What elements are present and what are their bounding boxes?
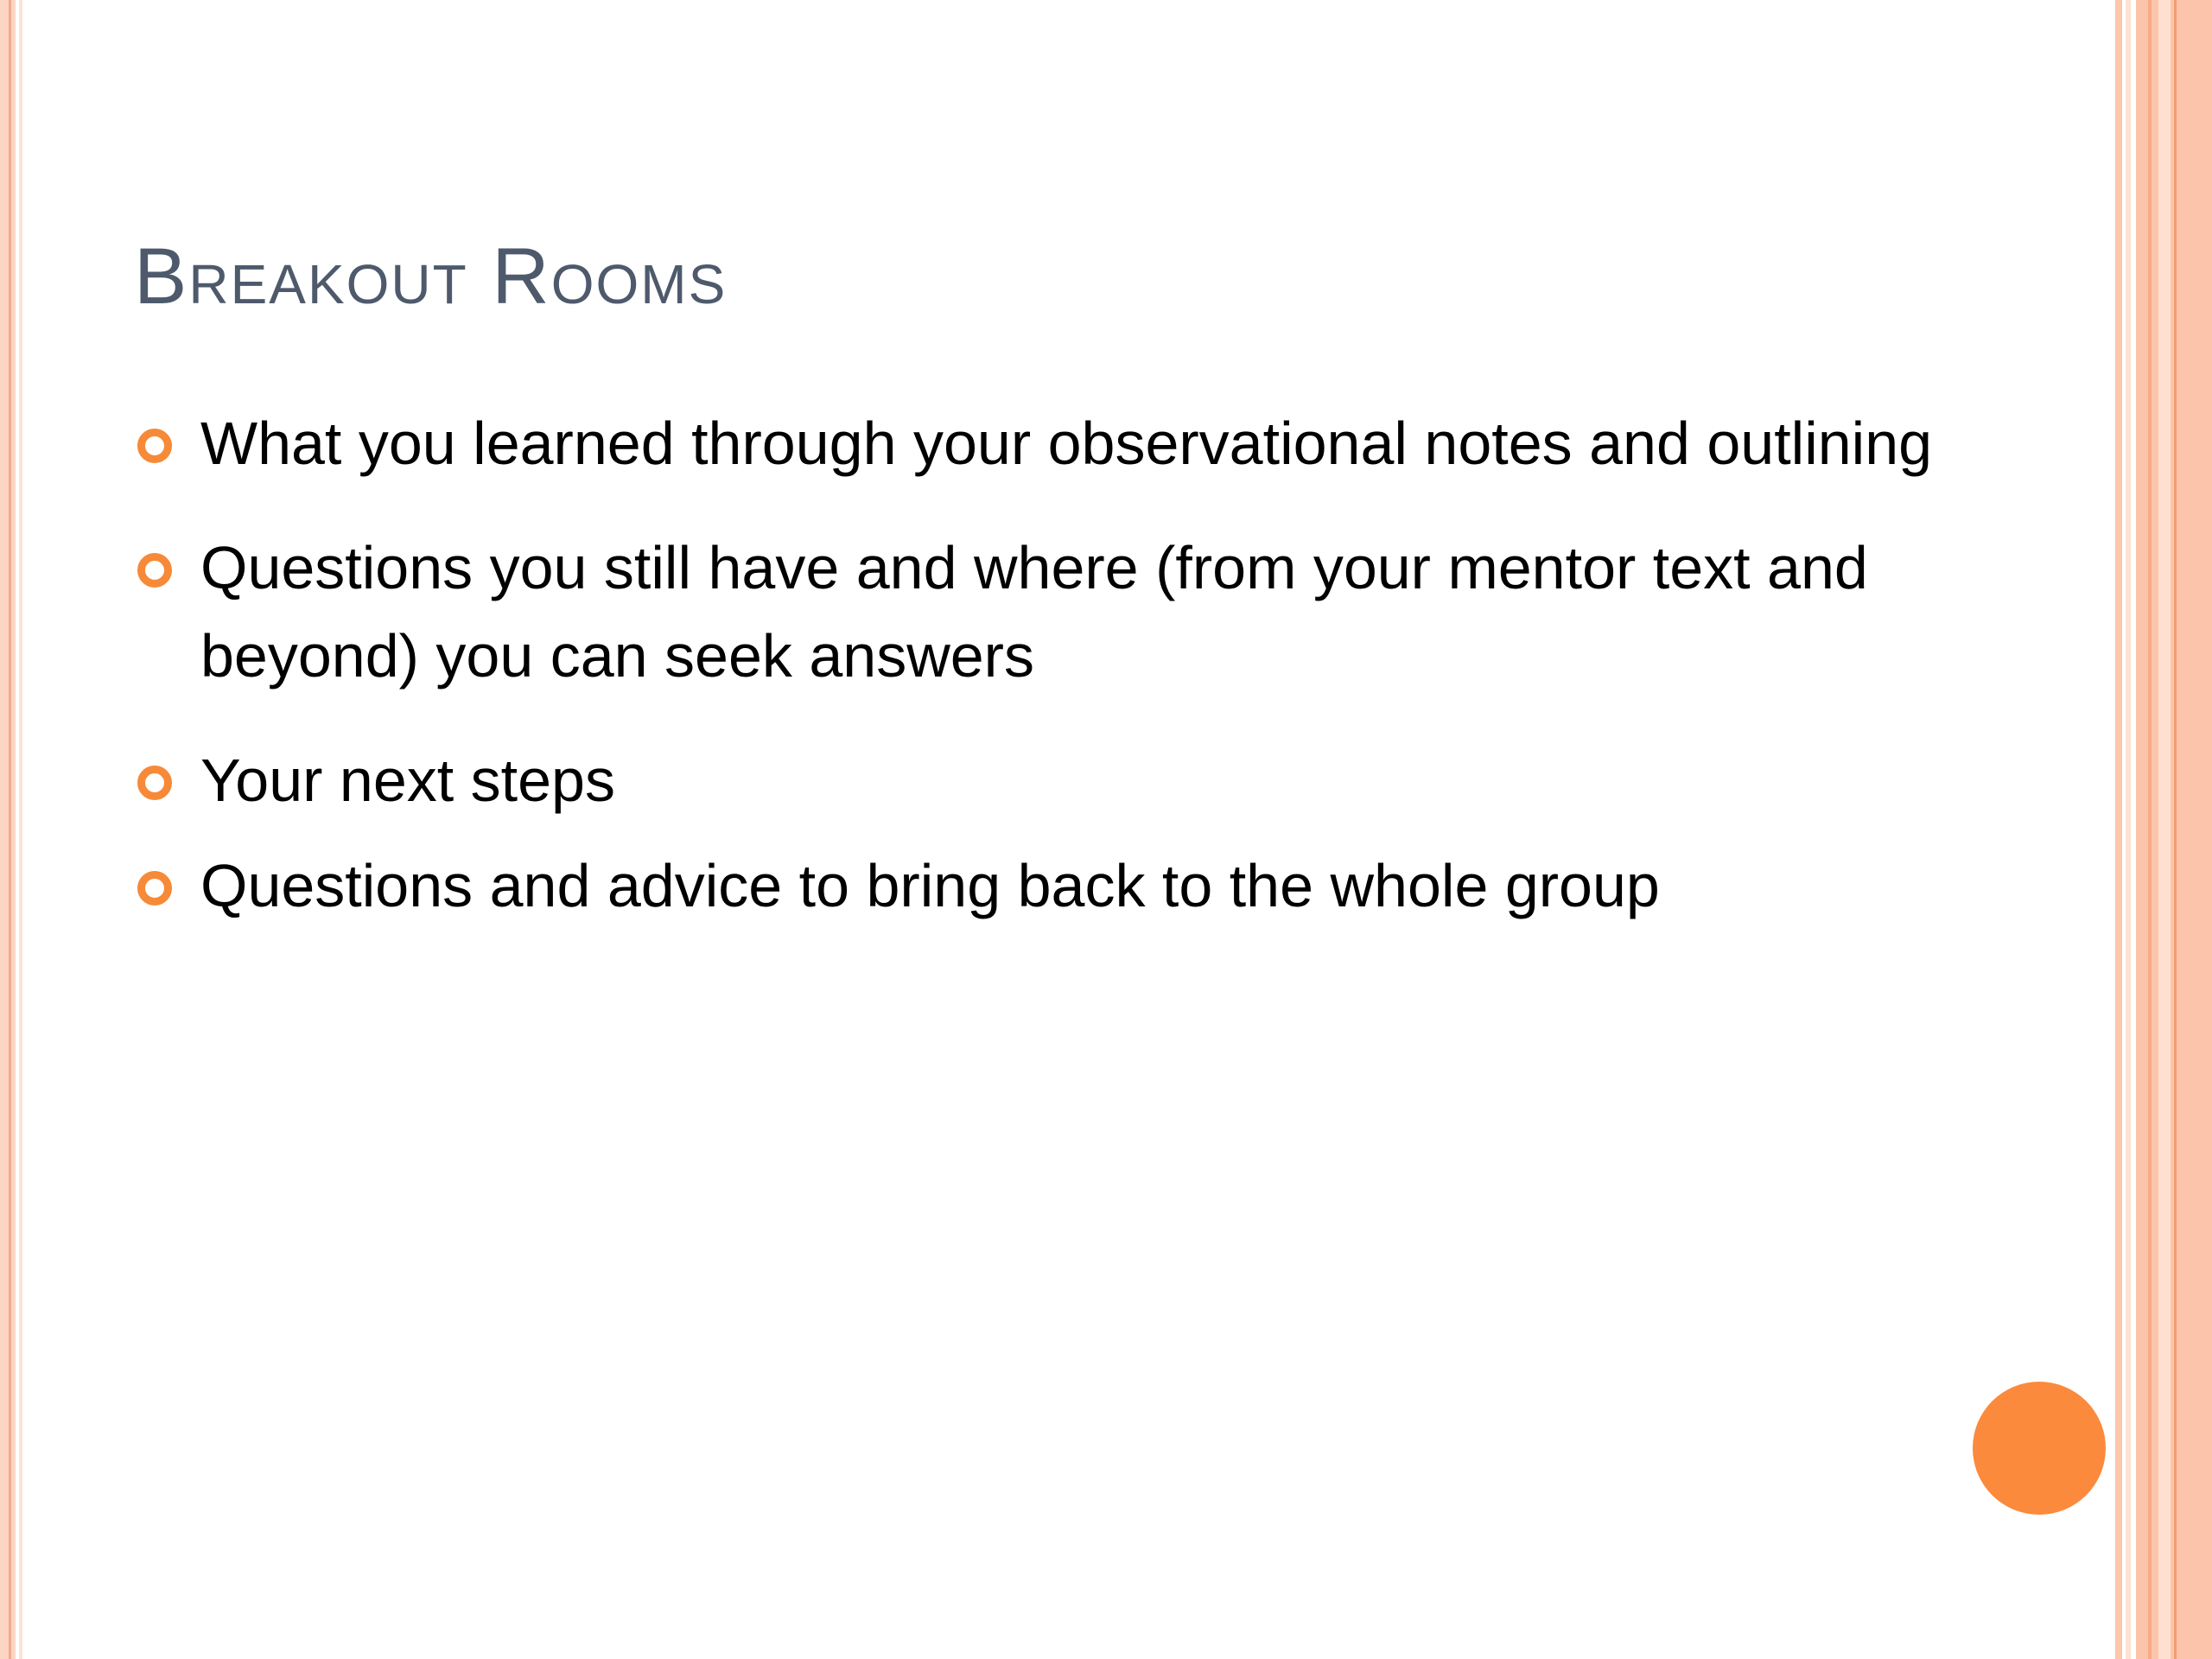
right-border-stripe <box>2115 0 2122 1659</box>
left-border-stripe <box>0 0 16 1659</box>
bullet-item <box>134 524 1948 700</box>
bullet-text: Questions you still have and where (from your mentor text and beyond) you can seek answers <box>200 534 1868 690</box>
left-border-stripe <box>9 0 11 1659</box>
bullet-list <box>134 399 1948 966</box>
right-border-stripe <box>2148 0 2152 1659</box>
bullet-text: Questions and advice to bring back to the whole group <box>200 852 1660 919</box>
hollow-circle-bullet-icon <box>137 766 172 800</box>
slide-title: Breakout Rooms <box>134 232 728 321</box>
hollow-circle-bullet-icon <box>137 429 172 463</box>
bullet-text: What you learned through your observational notes and outlining <box>200 410 1933 477</box>
hollow-circle-bullet-icon <box>137 553 172 588</box>
bullet-item <box>134 736 1948 824</box>
hollow-circle-bullet-icon <box>137 871 172 906</box>
left-border-stripe <box>19 0 22 1659</box>
orange-circle-icon <box>1973 1382 2106 1515</box>
bullet-item <box>134 842 1948 930</box>
bullet-text: Your next steps <box>200 747 615 814</box>
right-border-stripe <box>2158 0 2171 1659</box>
bullet-item <box>134 399 1948 487</box>
right-border-stripe <box>2126 0 2131 1659</box>
right-border-stripe <box>2174 0 2177 1659</box>
